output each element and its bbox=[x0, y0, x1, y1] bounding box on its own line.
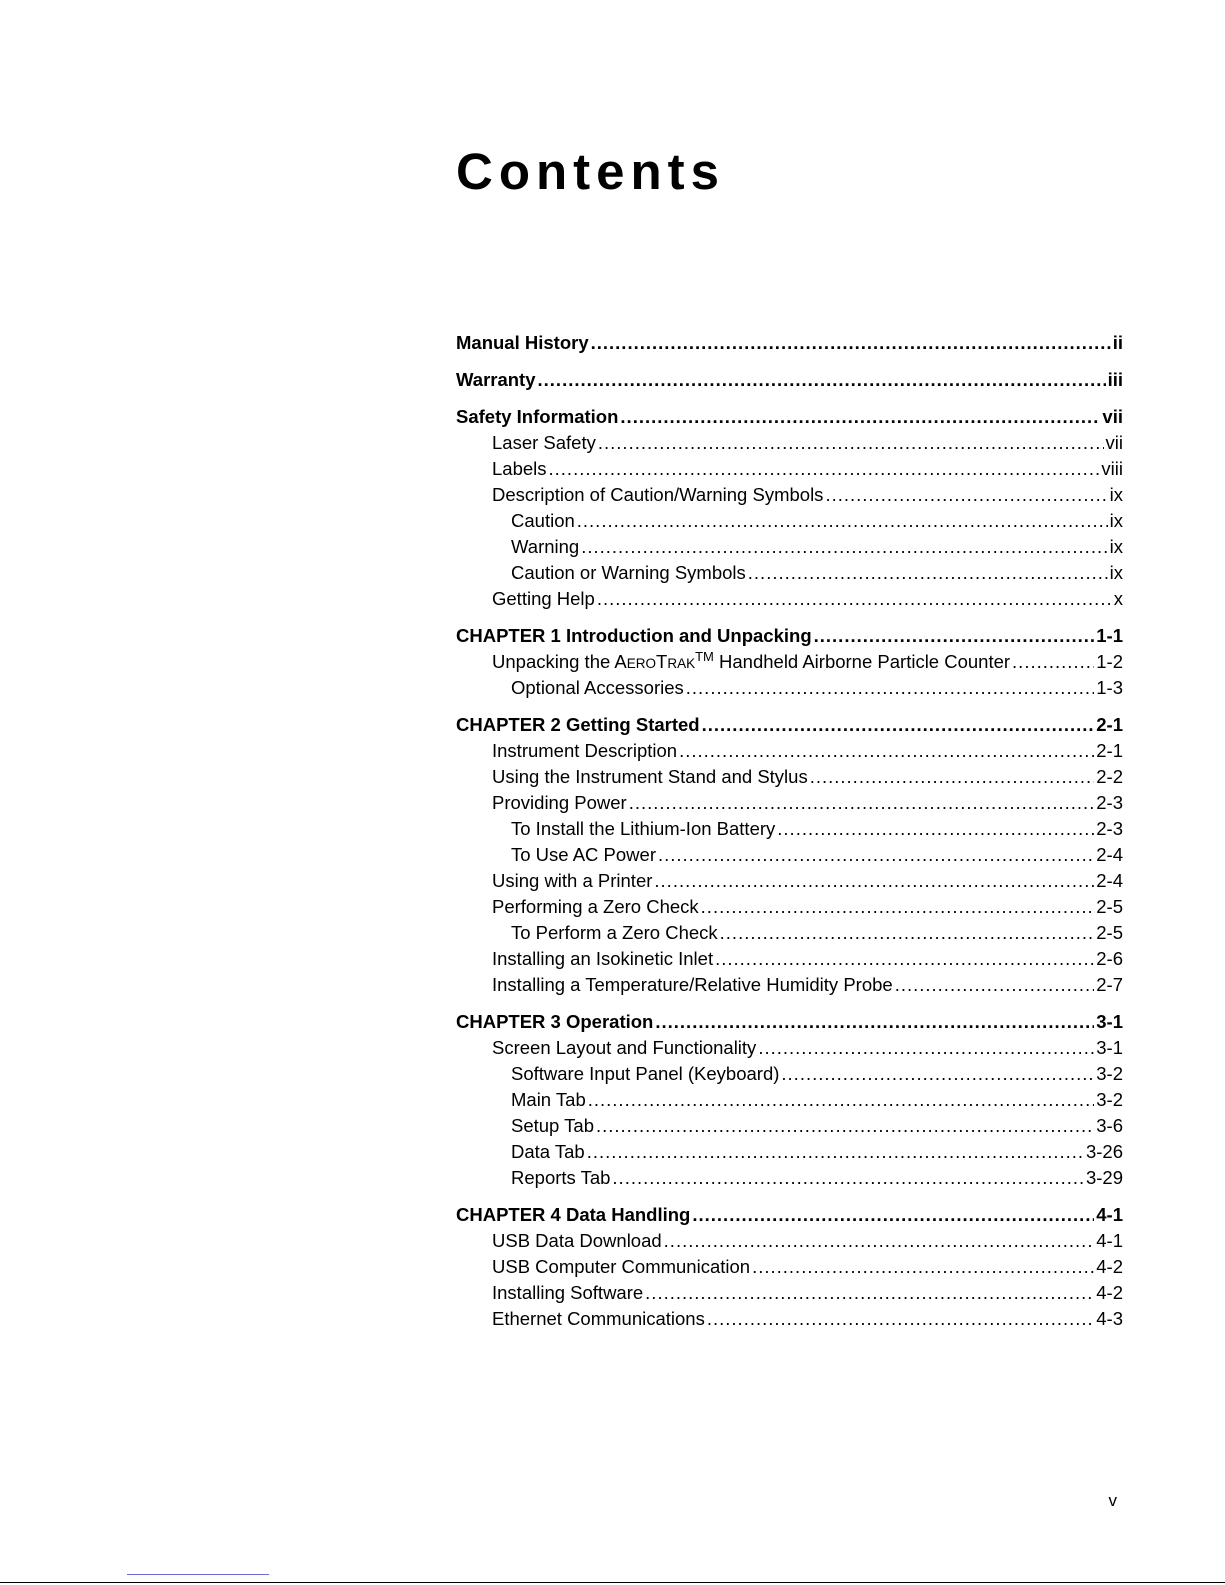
toc-entry-label: Setup Tab bbox=[511, 1115, 594, 1136]
toc-entry-page: 2-1 bbox=[1096, 714, 1123, 735]
dot-leader bbox=[810, 764, 1095, 790]
dot-leader bbox=[720, 920, 1095, 946]
toc-entry-chapter-3[interactable] bbox=[456, 1009, 1123, 1035]
toc-entry-page: 3-1 bbox=[1096, 1011, 1123, 1032]
toc-entry-page: 2-2 bbox=[1096, 766, 1123, 787]
toc-entry-providing-power[interactable] bbox=[456, 790, 1123, 816]
toc-entry-label: Installing an Isokinetic Inlet bbox=[492, 948, 714, 969]
toc-entry-page: vii bbox=[1105, 432, 1123, 453]
toc-entry-getting-help[interactable] bbox=[456, 586, 1123, 612]
dot-leader bbox=[597, 586, 1112, 612]
dot-leader bbox=[707, 1306, 1094, 1332]
toc-entry-label: USB Computer Communication bbox=[492, 1256, 751, 1277]
toc-entry-page: ix bbox=[1109, 510, 1123, 531]
toc-entry-laser-safety[interactable] bbox=[456, 430, 1123, 456]
brand-t-small: RAK bbox=[667, 656, 696, 671]
toc-entry-page: 4-1 bbox=[1096, 1230, 1123, 1251]
toc-entry-label: Using with a Printer bbox=[492, 870, 653, 891]
toc-entry-warning[interactable] bbox=[456, 534, 1123, 560]
label-prefix: Unpacking the bbox=[492, 651, 615, 672]
trademark-mark: TM bbox=[695, 649, 714, 664]
toc-entry-page: 3-1 bbox=[1096, 1037, 1123, 1058]
toc-entry-label: Software Input Panel (Keyboard) bbox=[511, 1063, 780, 1084]
toc-entry-usb-communication[interactable] bbox=[456, 1254, 1123, 1280]
label-suffix: Handheld Airborne Particle Counter bbox=[713, 651, 1011, 672]
toc-entry-page: 1-3 bbox=[1096, 677, 1123, 698]
dot-leader bbox=[587, 1139, 1084, 1165]
toc-entry-instrument-stand[interactable] bbox=[456, 764, 1123, 790]
dot-leader bbox=[658, 842, 1094, 868]
toc-entry-label: Caution bbox=[511, 510, 575, 531]
toc-entry-label: CHAPTER 2 Getting Started bbox=[456, 714, 700, 735]
toc-entry-page: 1-2 bbox=[1096, 651, 1123, 672]
toc-entry-unpacking[interactable] bbox=[456, 649, 1123, 675]
toc-entry-page: 2-3 bbox=[1096, 792, 1123, 813]
toc-entry-screen-layout[interactable] bbox=[456, 1035, 1123, 1061]
toc-entry-label: Getting Help bbox=[492, 588, 595, 609]
toc-entry-manual-history[interactable] bbox=[456, 330, 1123, 356]
toc-entry-label: Ethernet Communications bbox=[492, 1308, 705, 1329]
toc-entry-page: 2-4 bbox=[1096, 870, 1123, 891]
toc-entry-label: USB Data Download bbox=[492, 1230, 662, 1251]
toc-entry-temperature-probe[interactable] bbox=[456, 972, 1123, 998]
dot-leader bbox=[549, 456, 1100, 482]
toc-entry-page: 3-6 bbox=[1096, 1115, 1123, 1136]
toc-entry-label: Optional Accessories bbox=[511, 677, 684, 698]
toc-entry-page: 2-5 bbox=[1096, 922, 1123, 943]
dot-leader bbox=[777, 816, 1094, 842]
toc-entry-label bbox=[492, 649, 1010, 677]
table-of-contents bbox=[456, 330, 1123, 1332]
toc-entry-page: ix bbox=[1109, 484, 1123, 505]
page-number: v bbox=[1108, 1491, 1117, 1510]
toc-entry-label: Caution or Warning Symbols bbox=[511, 562, 746, 583]
toc-entry-page: 2-7 bbox=[1096, 974, 1123, 995]
toc-entry-page: ix bbox=[1109, 536, 1123, 557]
dot-leader bbox=[715, 946, 1094, 972]
dot-leader bbox=[655, 1009, 1094, 1035]
dot-leader bbox=[629, 790, 1095, 816]
toc-entry-caution-warning-symbols-desc[interactable] bbox=[456, 482, 1123, 508]
toc-entry-label: Labels bbox=[492, 458, 547, 479]
toc-entry-page: 2-1 bbox=[1096, 740, 1123, 761]
dot-leader bbox=[620, 404, 1100, 430]
toc-entry-data-tab[interactable] bbox=[456, 1139, 1123, 1165]
toc-entry-perform-zero-check[interactable] bbox=[456, 920, 1123, 946]
toc-entry-label: Performing a Zero Check bbox=[492, 896, 699, 917]
toc-entry-caution-or-warning-symbols[interactable] bbox=[456, 560, 1123, 586]
toc-entry-label: Screen Layout and Functionality bbox=[492, 1037, 757, 1058]
toc-entry-page: 3-29 bbox=[1085, 1167, 1123, 1188]
toc-entry-label: To Use AC Power bbox=[511, 844, 656, 865]
toc-entry-main-tab[interactable] bbox=[456, 1087, 1123, 1113]
toc-entry-page: 4-2 bbox=[1096, 1282, 1123, 1303]
dot-leader bbox=[781, 1061, 1094, 1087]
dot-leader bbox=[814, 623, 1095, 649]
toc-entry-setup-tab[interactable] bbox=[456, 1113, 1123, 1139]
toc-entry-label: Using the Instrument Stand and Stylus bbox=[492, 766, 808, 787]
toc-entry-chapter-4[interactable] bbox=[456, 1202, 1123, 1228]
toc-entry-page: 2-6 bbox=[1096, 948, 1123, 969]
toc-entry-page: 1-1 bbox=[1096, 625, 1123, 646]
dot-leader bbox=[591, 330, 1111, 356]
toc-entry-label: Manual History bbox=[456, 332, 589, 353]
toc-entry-safety-information[interactable] bbox=[456, 404, 1123, 430]
toc-entry-zero-check[interactable] bbox=[456, 894, 1123, 920]
brand-t: T bbox=[656, 651, 668, 672]
brand-a-small: ERO bbox=[626, 656, 657, 671]
dot-leader bbox=[752, 1254, 1094, 1280]
toc-entry-page: x bbox=[1113, 588, 1123, 609]
toc-entry-label: Description of Caution/Warning Symbols bbox=[492, 484, 824, 505]
dot-leader bbox=[612, 1165, 1084, 1191]
dot-leader bbox=[692, 1202, 1094, 1228]
page-title: Contents bbox=[456, 143, 725, 200]
toc-entry-optional-accessories[interactable] bbox=[456, 675, 1123, 701]
toc-entry-page: 3-2 bbox=[1096, 1063, 1123, 1084]
toc-entry-page: ii bbox=[1112, 332, 1123, 353]
toc-entry-page: vii bbox=[1102, 406, 1123, 427]
toc-entry-label: CHAPTER 4 Data Handling bbox=[456, 1204, 691, 1225]
dot-leader bbox=[598, 430, 1104, 456]
toc-entry-label: CHAPTER 1 Introduction and Unpacking bbox=[456, 625, 812, 646]
toc-entry-reports-tab[interactable] bbox=[456, 1165, 1123, 1191]
dot-leader bbox=[581, 534, 1107, 560]
dot-leader bbox=[645, 1280, 1094, 1306]
toc-entry-ac-power[interactable] bbox=[456, 842, 1123, 868]
dot-leader bbox=[664, 1228, 1095, 1254]
dot-leader bbox=[686, 675, 1094, 701]
page-bottom-border bbox=[0, 1582, 1225, 1583]
toc-entry-page: 2-5 bbox=[1096, 896, 1123, 917]
toc-entry-software-input-panel[interactable] bbox=[456, 1061, 1123, 1087]
toc-entry-page: ix bbox=[1109, 562, 1123, 583]
toc-entry-label: Safety Information bbox=[456, 406, 619, 427]
toc-entry-page: iii bbox=[1107, 369, 1123, 390]
toc-entry-label: Main Tab bbox=[511, 1089, 586, 1110]
toc-entry-page: 4-3 bbox=[1096, 1308, 1123, 1329]
dot-leader bbox=[702, 712, 1095, 738]
dot-leader bbox=[588, 1087, 1095, 1113]
dot-leader bbox=[758, 1035, 1094, 1061]
dot-leader bbox=[538, 367, 1106, 393]
toc-entry-page: 3-26 bbox=[1085, 1141, 1123, 1162]
toc-entry-label: CHAPTER 3 Operation bbox=[456, 1011, 654, 1032]
toc-entry-chapter-1[interactable] bbox=[456, 623, 1123, 649]
toc-entry-page: 2-4 bbox=[1096, 844, 1123, 865]
toc-entry-label: Providing Power bbox=[492, 792, 627, 813]
toc-entry-caution[interactable] bbox=[456, 508, 1123, 534]
toc-entry-page: 2-3 bbox=[1096, 818, 1123, 839]
toc-entry-label: Data Tab bbox=[511, 1141, 585, 1162]
toc-entry-label: To Install the Lithium-Ion Battery bbox=[511, 818, 776, 839]
toc-entry-page: 3-2 bbox=[1096, 1089, 1123, 1110]
dot-leader bbox=[654, 868, 1094, 894]
toc-entry-installing-software[interactable] bbox=[456, 1280, 1123, 1306]
toc-entry-label: Laser Safety bbox=[492, 432, 596, 453]
brand-a: A bbox=[614, 651, 627, 672]
toc-entry-page: 4-2 bbox=[1096, 1256, 1123, 1277]
toc-entry-isokinetic-inlet[interactable] bbox=[456, 946, 1123, 972]
toc-entry-label: To Perform a Zero Check bbox=[511, 922, 718, 943]
toc-entry-install-battery[interactable] bbox=[456, 816, 1123, 842]
toc-entry-label: Installing a Temperature/Relative Humidity Probe bbox=[492, 974, 893, 995]
toc-entry-label: Warning bbox=[511, 536, 580, 557]
toc-entry-usb-data-download[interactable] bbox=[456, 1228, 1123, 1254]
toc-entry-page: viii bbox=[1101, 458, 1123, 479]
footnote-rule bbox=[127, 1574, 269, 1575]
dot-leader bbox=[596, 1113, 1094, 1139]
toc-entry-warranty[interactable] bbox=[456, 367, 1123, 393]
dot-leader bbox=[577, 508, 1108, 534]
toc-entry-printer[interactable] bbox=[456, 868, 1123, 894]
toc-entry-label: Installing Software bbox=[492, 1282, 644, 1303]
toc-entry-chapter-2[interactable] bbox=[456, 712, 1123, 738]
dot-leader bbox=[1012, 649, 1094, 675]
dot-leader bbox=[748, 560, 1108, 586]
toc-entry-label: Reports Tab bbox=[511, 1167, 611, 1188]
toc-entry-ethernet[interactable] bbox=[456, 1306, 1123, 1332]
dot-leader bbox=[679, 738, 1094, 764]
toc-entry-page: 4-1 bbox=[1096, 1204, 1123, 1225]
dot-leader bbox=[895, 972, 1095, 998]
toc-entry-instrument-description[interactable] bbox=[456, 738, 1123, 764]
toc-entry-labels[interactable] bbox=[456, 456, 1123, 482]
dot-leader bbox=[701, 894, 1095, 920]
dot-leader bbox=[825, 482, 1107, 508]
toc-entry-label: Warranty bbox=[456, 369, 536, 390]
toc-entry-label: Instrument Description bbox=[492, 740, 678, 761]
